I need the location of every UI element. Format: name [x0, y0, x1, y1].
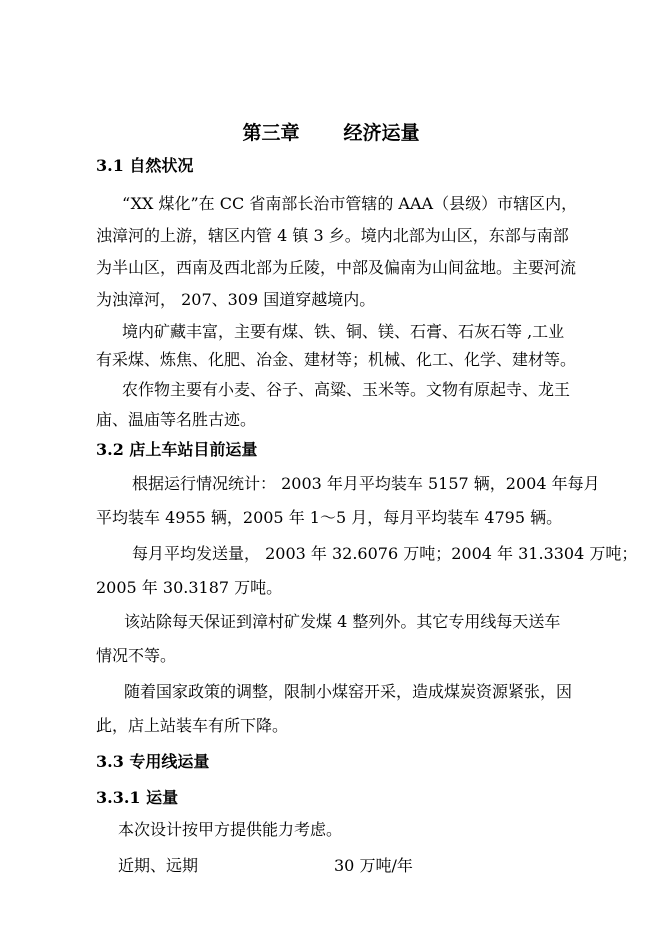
chapter-name: 经济运量 [343, 122, 420, 144]
paragraph-line: 庙、温庙等名胜古迹。 [96, 410, 257, 429]
capacity-value: 30 万吨/年 [334, 856, 413, 875]
paragraph-line: 本次设计按甲方提供能力考虑。 [118, 820, 343, 839]
paragraph-line: 为浊漳河， 207、309 国道穿越境内。 [96, 290, 376, 309]
section-heading-3-2: 3.2 店上车站目前运量 [96, 440, 258, 459]
capacity-label: 近期、远期 [118, 856, 199, 875]
paragraph-line: 农作物主要有小麦、谷子、高粱、玉米等。文物有原起寺、龙王 [122, 380, 571, 399]
paragraph-line: 境内矿藏丰富，主要有煤、铁、铜、镁、石膏、石灰石等 ,工业 [122, 322, 565, 341]
paragraph-line: 每月平均发送量， 2003 年 32.6076 万吨；2004 年 31.3304 万吨； [132, 544, 638, 563]
chapter-number: 第三章 [242, 122, 300, 144]
paragraph-line: “XX 煤化”在 CC 省南部长治市管辖的 AAA（县级）市辖区内， [122, 194, 578, 213]
subsection-heading-3-3-1: 3.3.1 运量 [96, 788, 179, 807]
paragraph-line: 此，店上站装车有所下降。 [96, 716, 289, 735]
paragraph-line: 为半山区，西南及西北部为丘陵，中部及偏南为山间盆地。主要河流 [96, 258, 577, 277]
paragraph-line: 平均装车 4955 辆，2005 年 1～5 月，每月平均装车 4795 辆。 [96, 508, 563, 527]
paragraph-line: 随着国家政策的调整，限制小煤窑开采，造成煤炭资源紧张，因 [124, 682, 573, 701]
section-heading-3-3: 3.3 专用线运量 [96, 752, 210, 771]
section-heading-3-1: 3.1 自然状况 [96, 156, 194, 175]
chapter-title [0, 120, 662, 146]
paragraph-line: 根据运行情况统计： 2003 年月平均装车 5157 辆，2004 年每月 [132, 474, 600, 493]
paragraph-line: 浊漳河的上游，辖区内管 4 镇 3 乡。境内北部为山区，东部与南部 [96, 226, 569, 245]
paragraph-line: 2005 年 30.3187 万吨。 [96, 578, 283, 597]
paragraph-line: 情况不等。 [96, 646, 177, 665]
paragraph-line: 有采煤、炼焦、化肥、冶金、建材等；机械、化工、化学、建材等。 [96, 350, 577, 369]
paragraph-line: 该站除每天保证到漳村矿发煤 4 整列外。其它专用线每天送车 [124, 612, 561, 631]
